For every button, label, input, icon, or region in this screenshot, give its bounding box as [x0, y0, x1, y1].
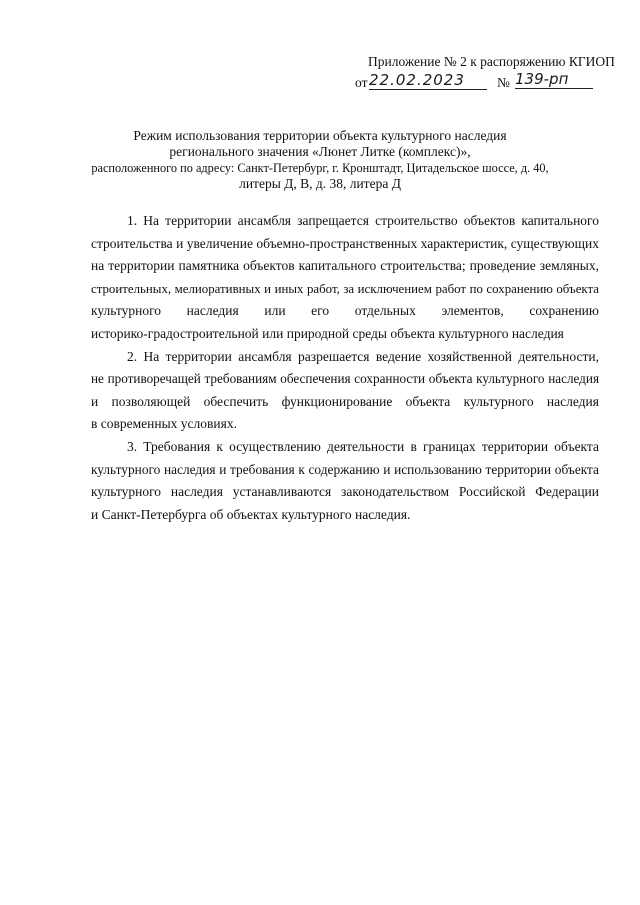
paragraph-line: 2. На территории ансамбля разрешается ведение хозяйственной деятельности, — [127, 348, 599, 364]
paragraph-line: 1. На территории ансамбля запрещается строительство объектов капитального — [127, 213, 599, 228]
paragraph-line: культурного наследия и требования к содержанию и использованию территории объекта — [91, 461, 599, 477]
paragraph-line: культурного наследия устанавливаются законодательством Российской Федерации — [91, 484, 599, 500]
handwritten-date: 22.02.2023 — [369, 71, 487, 90]
document-title — [90, 128, 550, 192]
paragraph-line: 3. Требования к осуществлению деятельности в границах территории объекта — [127, 438, 599, 454]
appendix-reference: Приложение № 2 к распоряжению КГИОП — [368, 54, 615, 69]
paragraph-line: строительства и увеличение объемно-пространственных характеристик, существующих — [91, 235, 599, 251]
paragraph-line: не противоречащей требованиям обеспечения сохранности объекта культурного наследия — [91, 371, 599, 387]
paragraph-3 — [91, 436, 599, 526]
handwritten-number: 139-рп — [515, 70, 593, 89]
paragraph-line: на территории памятника объектов капитального строительства; проведение земляных, — [91, 258, 599, 274]
paragraph-line: и Санкт-Петербурга об объектах культурного наследия. — [91, 506, 411, 522]
registration-line — [355, 72, 605, 94]
title-line: литеры Д, В, д. 38, литера Д — [239, 176, 401, 191]
paragraph-2 — [91, 346, 599, 436]
title-line: регионального значения «Люнет Литке (комплекс)», — [169, 144, 471, 159]
paragraph-line: строительных, мелиоративных и иных работ, за исключением работ по сохранению объекта — [91, 281, 599, 296]
paragraph-1 — [91, 210, 599, 346]
from-label: от — [355, 75, 368, 90]
title-line: Режим использования территории объекта культурного наследия — [133, 128, 507, 143]
title-line: расположенного по адресу: Санкт-Петербург, г. Кронштадт, Цитадельское шоссе, д. 40, — [91, 161, 549, 175]
paragraph-line: историко-градостроительной или природной среды объекта культурного наследия — [91, 325, 564, 341]
document-body — [91, 210, 599, 526]
paragraph-line: и позволяющей обеспечить функционирование объекта культурного наследия — [91, 393, 599, 409]
paragraph-line: культурного наследия или его отдельных элементов, сохранению — [91, 303, 599, 319]
paragraph-line: в современных условиях. — [91, 416, 237, 432]
number-label: № — [497, 75, 510, 90]
